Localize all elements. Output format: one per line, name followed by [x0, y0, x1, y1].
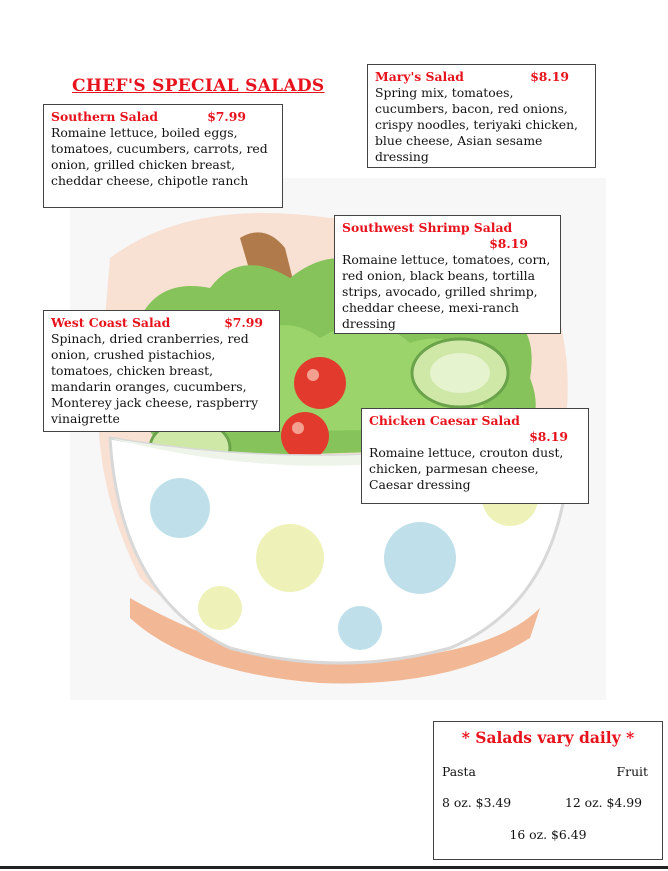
fruit-label: Fruit	[616, 764, 648, 779]
price-12oz: 12 oz. $4.99	[564, 795, 642, 810]
salad-price: $7.99	[224, 315, 263, 330]
salad-description: Romaine lettuce, tomatoes, corn, red onion, black beans, tortilla strips, avocado, grilled shrimp, cheddar cheese, mexi-ranch dressing	[342, 252, 551, 331]
salad-description: Romaine lettuce, boiled eggs, tomatoes, cucumbers, carrots, red onion, grilled chicken breast, cheddar cheese, chipotle ranch	[51, 125, 268, 188]
salad-name: West Coast Salad	[51, 315, 171, 330]
salad-header	[342, 220, 554, 252]
daily-salads-box	[433, 721, 663, 860]
price-16oz: 16 oz. $6.49	[509, 827, 587, 842]
salad-card-west-coast	[43, 310, 280, 432]
price-8oz: 8 oz. $3.49	[442, 795, 512, 810]
salad-card-chicken-caesar	[361, 408, 589, 504]
salad-name: Southwest Shrimp Salad	[342, 220, 513, 235]
salad-name: Mary's Salad	[375, 69, 464, 84]
salad-name: Chicken Caesar Salad	[369, 413, 520, 428]
bottom-divider	[0, 866, 668, 869]
pasta-label: Pasta	[442, 764, 476, 779]
salad-card-southwest-shrimp	[334, 215, 561, 334]
salad-header	[369, 413, 582, 445]
salad-description: Spring mix, tomatoes, cucumbers, bacon, red onions, crispy noodles, teriyaki chicken, blue cheese, Asian sesame dressing	[375, 85, 578, 164]
salad-price: $8.19	[530, 69, 569, 84]
salad-price: $8.19	[489, 236, 528, 251]
salad-card-marys	[367, 64, 596, 168]
salad-price: $8.19	[529, 429, 568, 444]
salad-card-southern	[43, 104, 283, 208]
salad-header	[51, 109, 276, 125]
salad-header	[375, 69, 589, 85]
page-title: CHEF'S SPECIAL SALADS	[72, 76, 325, 96]
salad-price: $7.99	[207, 109, 246, 124]
salad-description: Romaine lettuce, crouton dust, chicken, parmesan cheese, Caesar dressing	[369, 445, 564, 492]
salad-description: Spinach, dried cranberries, red onion, crushed pistachios, tomatoes, chicken breast, mandarin oranges, cucumbers, Monterey jack cheese, raspberry vinaigrette	[51, 331, 259, 426]
salad-name: Southern Salad	[51, 109, 159, 124]
daily-title: * Salads vary daily *	[461, 728, 635, 747]
salad-header	[51, 315, 273, 331]
